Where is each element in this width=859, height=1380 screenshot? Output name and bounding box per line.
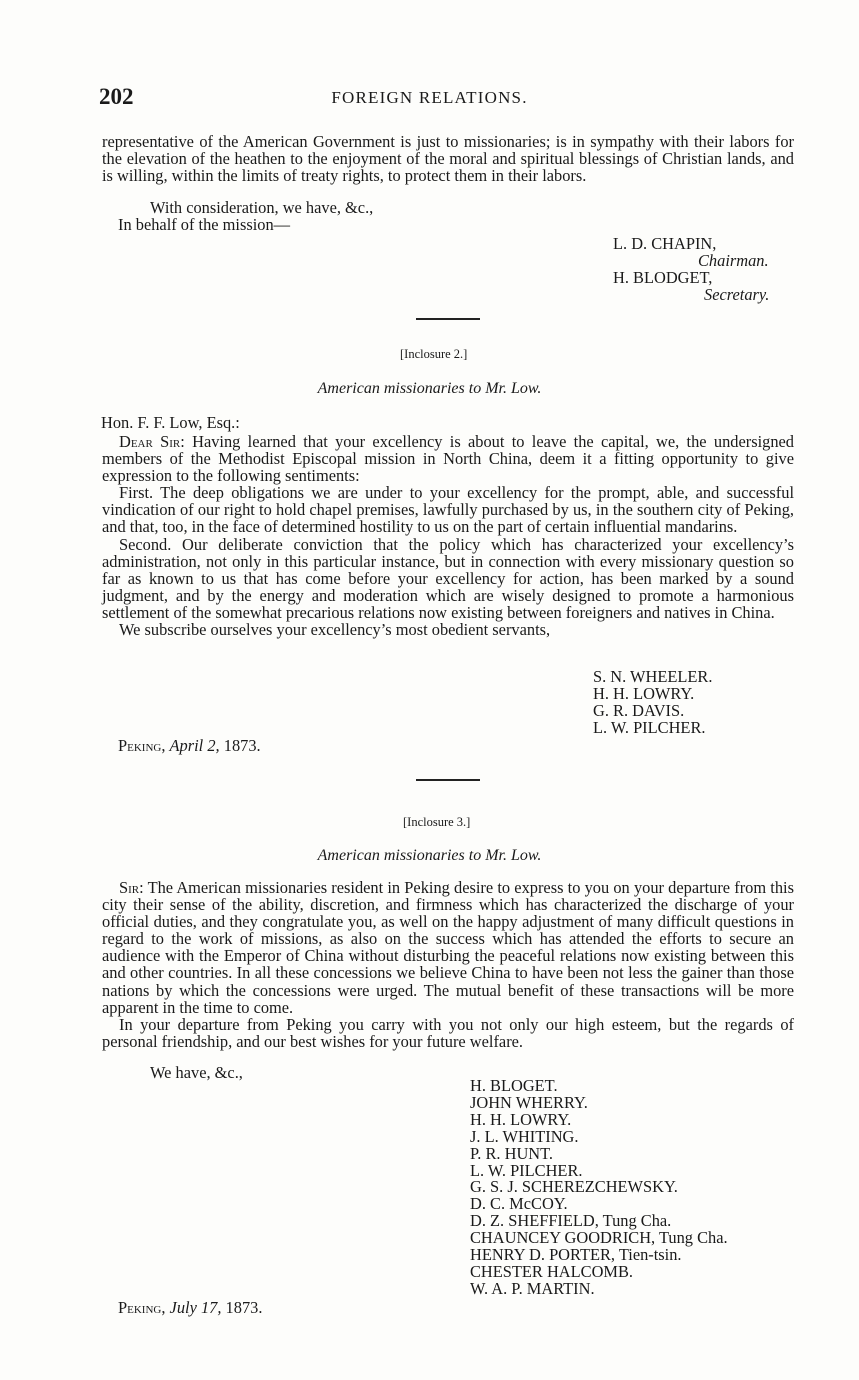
signer-name: JOHN WHERRY. [470,1092,588,1112]
signer-chapin-title: Chairman. [698,251,769,270]
inclosure3-paragraph-2: In your departure from Peking you carry with you not only our high esteem, but the regards of personal friendship, and our best wishes for your future welfare. [102,1014,794,1051]
signer-name: W. A. P. MARTIN. [470,1278,595,1298]
inclosure2-paragraph-4: We subscribe ourselves your excellency’s most obedient servants, [119,620,551,640]
signer-name: S. N. WHEELER. [593,667,713,686]
signer-name: G. S. J. SCHEREZCHEWSKY. [470,1177,678,1197]
signer-name: H. H. LOWRY. [470,1109,572,1129]
signer-blodget: H. BLODGET, [613,268,713,287]
signer-name: CHESTER HALCOMB. [470,1261,634,1281]
signer-name: P. R. HUNT. [470,1143,554,1163]
inclosure3-paragraph-1: Sir: The American missionaries resident in Peking desire to express to you on your departure from this city their sense of the ability, discretion, and firmness which has characterized the discharge of your official duties, and they congratulate you, as well on the happy adjustment of many difficult questions in regard to the work of missions, as also on the success which has attended the efforts to secure an audience with the Emperor of China without disturbing the peaceful relations now existing between this and other countries. In all these concessions we believe China to have been not less the gainer than those nations by which the concessions were urged. The mutual benefit of these transactions will be more apparent in the time to come. [102,878,794,1017]
inclosure2-paragraph-3: Second. Our deliberate conviction that the policy which has characterized your excellency’s administration, not only in this particular instance, but in connection with every missionary question so far as known to us that has come before your excellency for action, has been marked by a sound judgment, and by the energy and moderation which are wisely designed to promote a harmonious settlement of the somewhat precarious relations now existing between foreigners and natives in China. [102,534,794,622]
signer-chapin: L. D. CHAPIN, [613,234,717,253]
inclosure3-signers [470,1078,728,1298]
date: April 2, [169,736,220,755]
section-divider [416,318,480,320]
inclosure2-paragraph-2: First. The deep obligations we are under to your excellency for the prompt, able, and successful vindication of our right to hold chapel premises, lawfully purchased by us, in the southern city of Peking, and that, too, in the face of determined hostility to us on the part of certain influential mandarins. [102,483,794,537]
inclosure3-label: [Inclosure 3.] [403,815,471,829]
inclosure2-label: [Inclosure 2.] [400,347,468,361]
inclosure3-dateline [118,1299,262,1316]
inclosure2-signers [593,669,712,737]
inclosure3-title: American missionaries to Mr. Low. [317,847,542,864]
year: 1873. [225,1298,263,1317]
inclosure2-title: American missionaries to Mr. Low. [317,380,542,397]
signer-name: D. C. McCOY. [470,1194,568,1214]
section1-text-block [102,133,794,184]
inclosure2-body [102,433,794,638]
signer-name: D. Z. SHEFFIELD, Tung Cha. [470,1211,672,1231]
salutation: Sir [119,878,140,897]
page-number: 202 [99,84,134,109]
place: Peking, [118,736,166,755]
section-divider [416,779,480,781]
inclosure3-body [102,879,794,1050]
signer-name: L. W. PILCHER. [593,717,706,737]
salutation: Dear Sir [119,432,181,451]
inclosure3-closing: We have, &c., [150,1063,243,1082]
section1-closing: With consideration, we have, &c., [150,198,374,217]
signer-name: G. R. DAVIS. [593,700,685,720]
signer-name: CHAUNCEY GOODRICH, Tung Cha. [470,1228,728,1248]
place: Peking, [118,1298,166,1317]
signer-name: L. W. PILCHER. [470,1160,583,1180]
section1-behalf: In behalf of the mission— [118,215,291,234]
signer-name: J. L. WHITING. [470,1126,579,1146]
inclosure2-dateline [118,737,261,754]
signer-name: H. H. LOWRY. [593,683,695,703]
signer-blodget-title: Secretary. [704,285,770,304]
signer-name: H. BLOGET. [470,1076,558,1095]
addressee: Hon. F. F. Low, Esq.: [101,413,240,432]
signer-name: HENRY D. PORTER, Tien-tsin. [470,1245,682,1265]
running-title: FOREIGN RELATIONS. [331,88,528,107]
inclosure2-paragraph-1: Dear Sir: Having learned that your excellency is about to leave the capital, we, the undersigned members of the Methodist Episcopal mission in North China, deem it a fitting opportunity to give expression to the following sentiments: [102,432,794,486]
date: July 17, [169,1298,222,1317]
year: 1873. [223,736,261,755]
section1-paragraph: representative of the American Government is just to missionaries; is in sympathy with their labors for the elevation of the heathen to the enjoyment of the moral and spiritual blessings of Christian lands, and is willing, within the limits of treaty rights, to protect them in their labors. [102,132,794,186]
